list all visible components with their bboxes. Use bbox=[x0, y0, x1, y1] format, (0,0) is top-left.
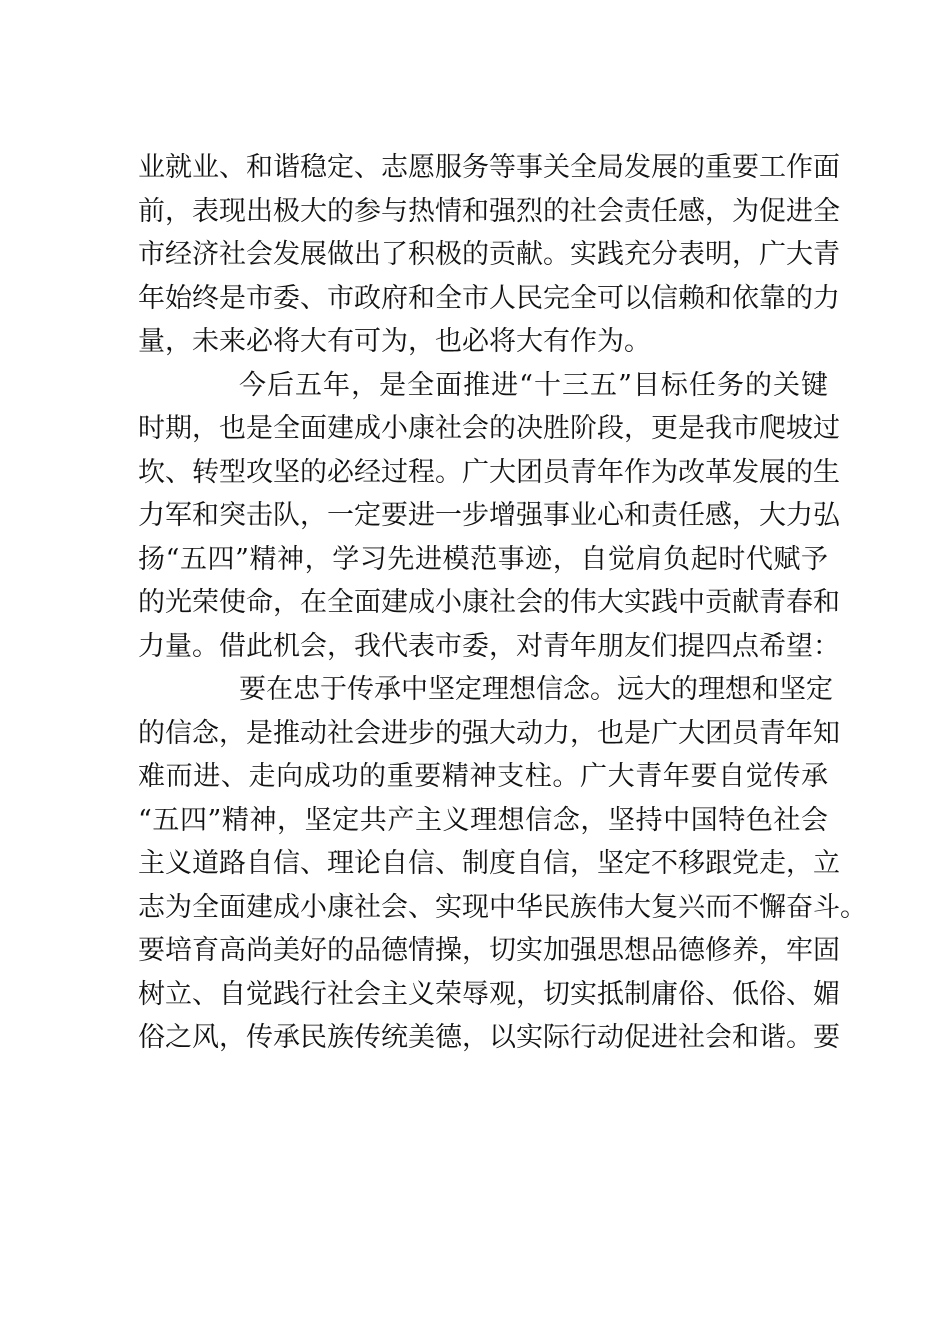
paragraph-line: 时期，也是全面建成小康社会的决胜阶段，更是我市爬坡过 bbox=[138, 413, 840, 444]
paragraph-2 bbox=[138, 364, 840, 669]
paragraph-line: 难而进、走向成功的重要精神支柱。广大青年要自觉传承 bbox=[138, 761, 828, 792]
paragraph-line: 力量。借此机会，我代表市委，对青年朋友们提四点希望： bbox=[138, 630, 840, 662]
paragraph-line: 的信念，是推动社会进步的强大动力，也是广大团员青年知 bbox=[138, 717, 840, 749]
paragraph-line: 业就业、和谐稳定、志愿服务等事关全局发展的重要工作面 bbox=[138, 152, 840, 183]
body-text bbox=[138, 146, 867, 1060]
paragraph-line: 市经济社会发展做出了积极的贡献。实践充分表明，广大青 bbox=[138, 239, 840, 270]
paragraph-line: 量，未来必将大有可为，也必将大有作为。 bbox=[138, 326, 651, 357]
paragraph-1 bbox=[138, 146, 840, 364]
paragraph-line: 树立、自觉践行社会主义荣辱观，切实抵制庸俗、低俗、媚 bbox=[138, 978, 840, 1010]
paragraph-3 bbox=[138, 668, 867, 1060]
paragraph-line: 扬“五四”精神，学习先进模范事迹，自觉肩负起时代赋予 bbox=[138, 543, 828, 575]
paragraph-line: 要在忠于传承中坚定理想信念。远大的理想和坚定 bbox=[239, 674, 833, 705]
paragraph-line: 前，表现出极大的参与热情和强烈的社会责任感，为促进全 bbox=[138, 195, 840, 227]
paragraph-line: 力军和突击队，一定要进一步增强事业心和责任感，大力弘 bbox=[138, 500, 840, 531]
paragraph-line: 俗之风，传承民族传统美德，以实际行动促进社会和谐。要 bbox=[138, 1022, 840, 1053]
paragraph-line: 坎、转型攻坚的必经过程。广大团员青年作为改革发展的生 bbox=[138, 456, 840, 488]
paragraph-line: “五四”精神，坚定共产主义理想信念，坚持中国特色社会 bbox=[138, 804, 828, 836]
paragraph-line: 年始终是市委、市政府和全市人民完全可以信赖和依靠的力 bbox=[138, 282, 840, 314]
paragraph-line: 的光荣使命，在全面建成小康社会的伟大实践中贡献青春和 bbox=[138, 587, 840, 618]
paragraph-line: 志为全面建成小康社会、实现中华民族伟大复兴而不懈奋斗。 bbox=[138, 891, 867, 923]
paragraph-line: 主义道路自信、理论自信、制度自信，坚定不移跟党走，立 bbox=[138, 848, 840, 879]
paragraph-line: 要培育高尚美好的品德情操，切实加强思想品德修养，牢固 bbox=[138, 935, 840, 966]
paragraph-line: 今后五年，是全面推进“十三五”目标任务的关键 bbox=[239, 369, 828, 401]
